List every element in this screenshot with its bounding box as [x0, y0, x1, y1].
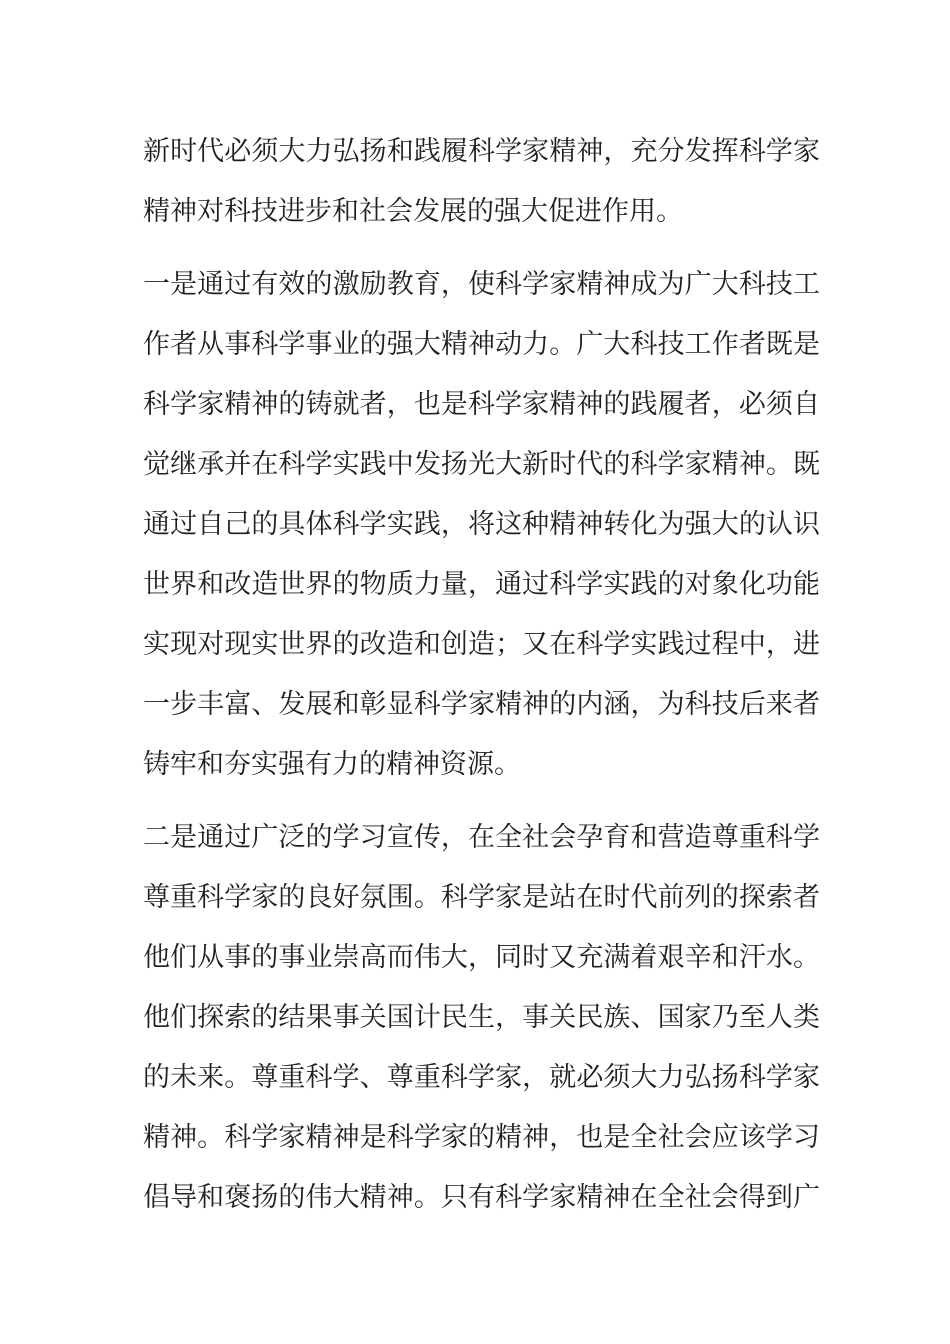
text-line: 精神对科技进步和社会发展的强大促进作用。 [143, 196, 683, 226]
text-line: 科学家精神的铸就者，也是科学家精神的践履者，必须自 [143, 389, 820, 419]
text-line: 一步丰富、发展和彰显科学家精神的内涵，为科技后来者 [143, 689, 820, 719]
document-body [143, 121, 820, 1240]
text-line: 通过自己的具体科学实践，将这种精神转化为强大的认识 [143, 509, 820, 539]
text-line: 新时代必须大力弘扬和践履科学家精神，充分发挥科学家 [143, 136, 820, 166]
text-line: 作者从事科学事业的强大精神动力。广大科技工作者既是 [143, 329, 820, 359]
text-line: 精神。科学家精神是科学家的精神，也是全社会应该学习 [143, 1122, 820, 1152]
text-line: 一是通过有效的激励教育，使科学家精神成为广大科技工 [143, 269, 820, 299]
paragraph [143, 121, 820, 241]
text-line: 实现对现实世界的改造和创造；又在科学实践过程中，进 [143, 629, 820, 659]
text-line: 觉继承并在科学实践中发扬光大新时代的科学家精神。既 [143, 449, 820, 479]
paragraph [143, 254, 820, 794]
text-line: 尊重科学家的良好氛围。科学家是站在时代前列的探索者 [143, 882, 820, 912]
text-line: 他们从事的事业崇高而伟大，同时又充满着艰辛和汗水。 [143, 942, 820, 972]
text-line: 他们探索的结果事关国计民生，事关民族、国家乃至人类 [143, 1002, 820, 1032]
text-line: 铸牢和夯实强有力的精神资源。 [143, 749, 521, 779]
paragraph [143, 807, 820, 1227]
text-line: 的未来。尊重科学、尊重科学家，就必须大力弘扬科学家 [143, 1062, 820, 1092]
text-line: 倡导和褒扬的伟大精神。只有科学家精神在全社会得到广 [143, 1182, 820, 1212]
text-line: 二是通过广泛的学习宣传，在全社会孕育和营造尊重科学 [143, 822, 820, 852]
text-line: 世界和改造世界的物质力量，通过科学实践的对象化功能 [143, 569, 820, 599]
